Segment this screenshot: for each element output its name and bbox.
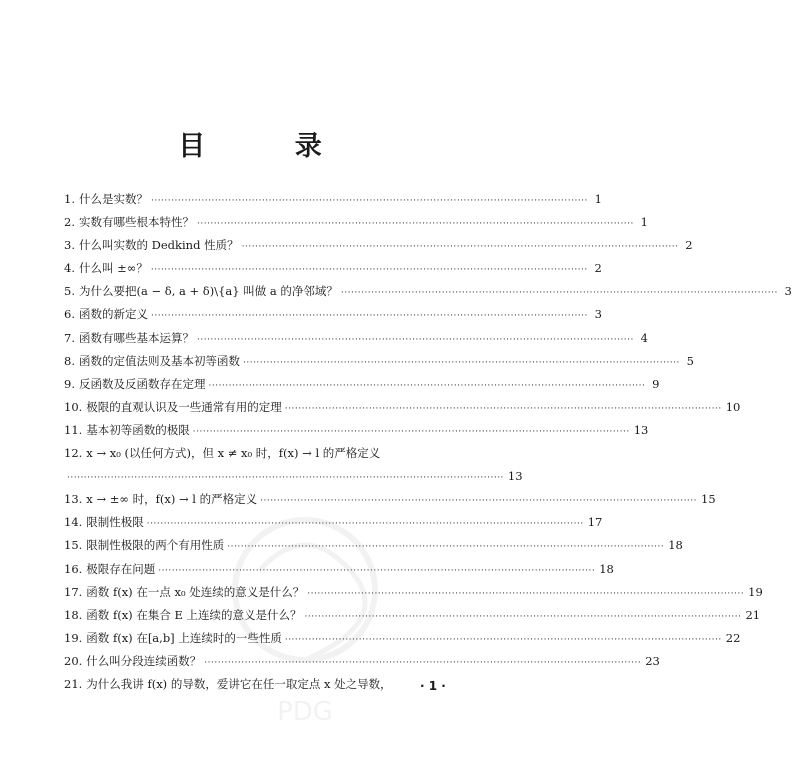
toc-leader-dots	[67, 467, 504, 490]
toc-entry-number: 2.	[64, 215, 75, 230]
toc-entry-number: 16.	[64, 561, 83, 576]
toc-leader-dots	[227, 536, 664, 559]
toc-entry-page: 22	[725, 630, 741, 645]
toc-entry-number: 8.	[64, 353, 75, 368]
toc-entry	[64, 650, 660, 673]
toc-entry-page: 10	[725, 399, 741, 414]
toc-entry	[64, 534, 683, 557]
toc-entry-page: 5	[686, 353, 694, 368]
toc-leader-dots	[305, 606, 742, 629]
toc-entry-title: 函数 f(x) 在[a,b] 上连续时的一些性质	[86, 630, 282, 645]
toc-entry-title: 限制性极限	[86, 515, 144, 530]
toc-entry	[64, 188, 602, 211]
toc-entry	[64, 373, 660, 396]
toc-leader-dots	[197, 213, 634, 236]
toc-entry-number: 10.	[64, 399, 83, 414]
toc-entry-number: 15.	[64, 538, 83, 553]
toc-entry-title: 什么叫分段连续函数？	[86, 653, 202, 668]
table-of-contents	[64, 188, 792, 696]
toc-entry	[64, 234, 693, 257]
toc-entry	[64, 673, 468, 696]
toc-entry-page: 13	[507, 469, 523, 484]
toc-entry-title: 限制性极限的两个有用性质	[86, 538, 225, 553]
toc-entry-page: 2	[685, 238, 693, 253]
toc-entry-number: 18.	[64, 607, 83, 622]
toc-entry-number: 4.	[64, 261, 75, 276]
toc-leader-dots	[307, 583, 744, 606]
toc-leader-dots	[208, 375, 645, 398]
toc-entry-title: x → x₀ (以任何方式)，但 x ≠ x₀ 时，f(x) → l 的严格定义	[86, 446, 381, 461]
toc-entry-title: 函数有哪些基本运算？	[78, 330, 194, 345]
toc-entry-number: 21.	[64, 676, 83, 691]
toc-entry-title: 函数的新定义	[78, 307, 148, 322]
toc-entry-page: 15	[701, 492, 716, 507]
toc-leader-dots	[151, 259, 588, 282]
toc-leader-dots	[151, 305, 588, 328]
toc-entry-title: 函数的定值法则及基本初等函数	[78, 353, 240, 368]
toc-entry	[64, 511, 603, 534]
toc-entry-title: x → ±∞ 时，f(x) → l 的严格定义	[86, 492, 258, 507]
toc-entry-page: 17	[587, 515, 603, 530]
toc-entry-number: 12.	[64, 446, 83, 461]
toc-entry-title: 反函数及反函数存在定理	[78, 376, 206, 391]
toc-entry-title: 什么叫实数的 Dedkind 性质？	[78, 238, 239, 253]
toc-entry	[64, 350, 694, 373]
toc-entry-number: 5.	[64, 284, 75, 299]
toc-entry-title: 为什么我讲 f(x) 的导数，爱讲它在任一取定点 x 处之导数，	[86, 676, 392, 691]
toc-entry-page: 18	[668, 538, 683, 553]
toc-entry	[64, 303, 602, 326]
toc-entry	[64, 327, 648, 350]
svg-text:PDG: PDG	[277, 697, 333, 727]
toc-entry	[64, 627, 741, 650]
toc-entry	[64, 280, 792, 303]
toc-entry-page: 23	[645, 653, 660, 668]
toc-entry-number: 11.	[64, 422, 83, 437]
toc-leader-dots	[285, 398, 722, 421]
toc-entry	[64, 419, 649, 442]
toc-entry-number: 13.	[64, 492, 83, 507]
toc-entry	[64, 442, 468, 465]
toc-entry-title: 为什么要把(a − δ, a + δ)\{a} 叫做 a 的净邻域？	[78, 284, 338, 299]
toc-entry	[64, 211, 648, 234]
toc-entry	[64, 396, 741, 419]
toc-entry-title: 函数 f(x) 在一点 x₀ 处连续的意义是什么？	[86, 584, 305, 599]
toc-entry-page: 2	[594, 261, 602, 276]
toc-leader-dots	[260, 490, 697, 513]
toc-entry	[64, 581, 763, 604]
toc-entry-number: 9.	[64, 376, 75, 391]
toc-entry	[64, 488, 716, 511]
toc-entry-title: 实数有哪些根本特性？	[78, 215, 194, 230]
toc-entry-title: 极限的直观认识及一些通常有用的定理	[86, 399, 282, 414]
toc-leader-dots	[197, 329, 634, 352]
toc-entry-page: 1	[594, 192, 602, 206]
toc-entry-page: 19	[748, 584, 763, 599]
toc-entry-title: 什么是实数？	[78, 192, 148, 206]
toc-entry-page: 1	[640, 215, 648, 230]
toc-entry-page: 13	[633, 422, 649, 437]
toc-entry	[64, 558, 614, 581]
toc-entry-number: 6.	[64, 307, 75, 322]
toc-leader-dots	[147, 513, 584, 536]
toc-entry-number: 19.	[64, 630, 83, 645]
toc-entry-page: 3	[784, 284, 792, 299]
toc-entry-number: 7.	[64, 330, 75, 345]
toc-entry-page: 4	[640, 330, 648, 345]
toc-leader-dots	[193, 421, 630, 444]
toc-entry-title: 函数 f(x) 在集合 E 上连续的意义是什么？	[86, 607, 302, 622]
toc-entry-page: 21	[745, 607, 761, 622]
toc-entry	[64, 604, 761, 627]
toc-leader-dots	[158, 560, 595, 583]
toc-leader-dots	[243, 352, 680, 375]
toc-entry-number: 14.	[64, 515, 83, 530]
toc-entry-title: 基本初等函数的极限	[86, 422, 190, 437]
toc-leader-dots	[285, 629, 722, 652]
toc-entry-title: 什么叫 ±∞？	[78, 261, 148, 276]
toc-entry-number: 20.	[64, 653, 83, 668]
toc-entry-number: 3.	[64, 238, 75, 253]
toc-entry-page: 3	[594, 307, 602, 322]
page-title: 目 录	[178, 131, 362, 162]
toc-entry-number: 1.	[64, 192, 75, 206]
toc-leader-dots	[341, 282, 778, 305]
toc-entry-page: 9	[652, 376, 660, 391]
toc-leader-dots	[204, 652, 641, 675]
toc-entry	[64, 257, 602, 280]
toc-leader-dots	[242, 236, 679, 259]
toc-entry-number: 17.	[64, 584, 83, 599]
toc-entry-title: 极限存在问题	[86, 561, 156, 576]
page-number: · 1 ·	[420, 679, 446, 693]
toc-leader-dots	[151, 190, 588, 213]
toc-entry	[64, 465, 523, 488]
toc-entry-page: 18	[599, 561, 614, 576]
